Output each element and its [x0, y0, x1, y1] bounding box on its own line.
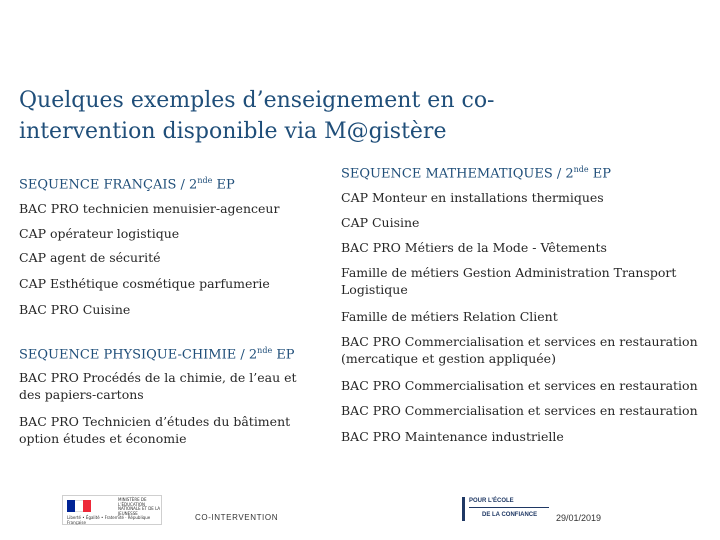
- list-item: BAC PRO Cuisine: [19, 302, 131, 317]
- list-item: CAP agent de sécurité: [19, 250, 161, 265]
- logo-line-1: POUR L’ÉCOLE: [469, 498, 514, 504]
- list-item: Famille de métiers Gestion Administration Transport Logistique: [341, 265, 677, 297]
- list-item: CAP Monteur en installations thermiques: [341, 190, 604, 205]
- list-item: BAC PRO Commercialisation et services en restauration (mercatique et gestion appliquée): [341, 334, 698, 366]
- logo-bar: [462, 497, 465, 521]
- list-item: BAC PRO Maintenance industrielle: [341, 429, 564, 444]
- list-item: Famille de métiers Relation Client: [341, 309, 558, 324]
- list-item: BAC PRO Technicien d’études du bâtiment option études et économie: [19, 414, 291, 446]
- list-item: BAC PRO technicien menuisier-agenceur: [19, 201, 280, 216]
- footer-date: 29/01/2019: [556, 513, 602, 523]
- list-item: CAP opérateur logistique: [19, 226, 180, 241]
- footer-label: CO-INTERVENTION: [195, 513, 279, 522]
- list-item: BAC PRO Commercialisation et services en restauration: [341, 403, 698, 418]
- list-item: BAC PRO Métiers de la Mode - Vêtements: [341, 240, 607, 255]
- section-heading-francais: SEQUENCE FRANÇAIS / 2nde EP: [19, 176, 235, 193]
- list-item: CAP Cuisine: [341, 215, 420, 230]
- french-flag-icon: [67, 500, 91, 512]
- ministry-logo-text: MINISTÈRE DE L’ÉDUCATION NATIONALE ET DE LA JEUNESSE: [118, 497, 161, 516]
- ministry-caption: Liberté • Égalité • Fraternité · République Française: [67, 515, 151, 525]
- page-title: Quelques exemples d’enseignement en co-intervention disponible via M@gistère: [19, 88, 495, 144]
- section-heading-physique: SEQUENCE PHYSIQUE-CHIMIE / 2nde EP: [19, 346, 295, 363]
- ecole-confiance-logo: [462, 495, 552, 523]
- list-item: BAC PRO Commercialisation et services en restauration: [341, 378, 698, 393]
- ministry-logo: [62, 495, 162, 525]
- list-item: CAP Esthétique cosmétique parfumerie: [19, 276, 270, 291]
- section-heading-maths: SEQUENCE MATHEMATIQUES / 2nde EP: [341, 165, 612, 182]
- logo-line-2: DE LA CONFIANCE: [482, 512, 538, 518]
- list-item: BAC PRO Procédés de la chimie, de l’eau et des papiers-cartons: [19, 370, 297, 402]
- logo-divider: [469, 507, 549, 508]
